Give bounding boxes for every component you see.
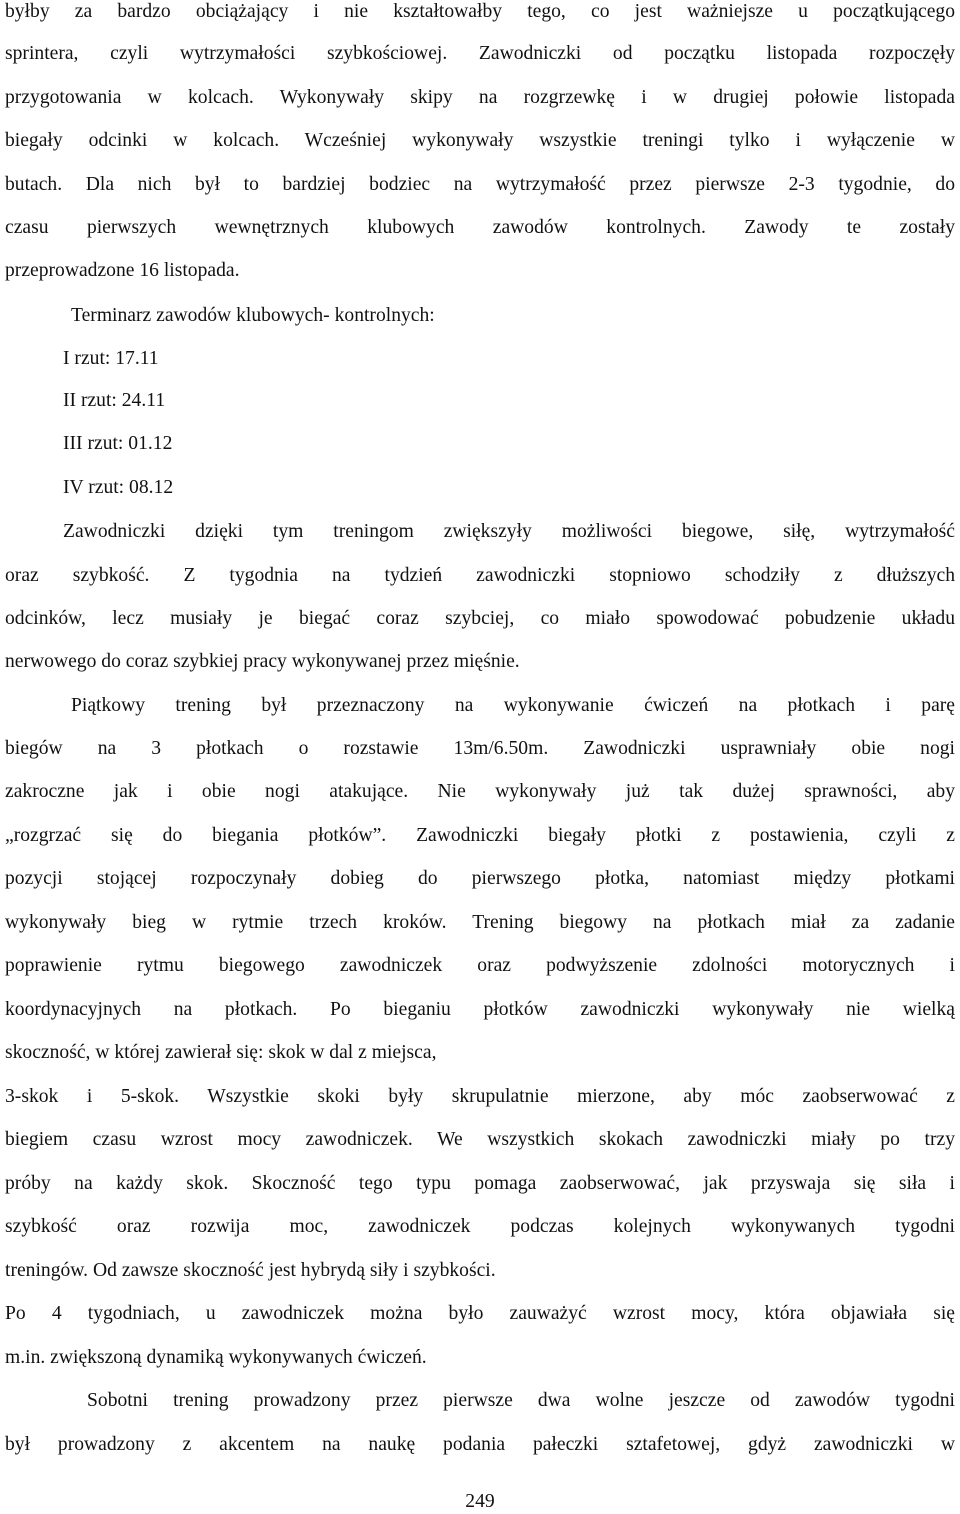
text-line: próby na każdy skok. Skoczność tego typu pomaga zaobserwować, jak przyswaja się siła i — [5, 1173, 955, 1194]
text-line: „rozgrzać się do biegania płotków”. Zawodniczki biegały płotki z postawienia, czyli z — [5, 825, 955, 846]
schedule-item: IV rzut: 08.12 — [63, 477, 174, 498]
text-line: poprawienie rytmu biegowego zawodniczek oraz podwyższenie zdolności motorycznych i — [5, 955, 955, 976]
schedule-item: III rzut: 01.12 — [63, 433, 173, 454]
text-line: pozycji stojącej rozpoczynały dobieg do pierwszego płotka, natomiast między płotkami — [5, 868, 955, 889]
text-line: Zawodniczki dzięki tym treningom zwiększyły możliwości biegowe, siłę, wytrzymałość — [63, 521, 955, 542]
text-line: m.in. zwiększoną dynamiką wykonywanych ćwiczeń. — [5, 1347, 427, 1368]
text-line: koordynacyjnych na płotkach. Po bieganiu płotków zawodniczki wykonywały nie wielką — [5, 999, 955, 1020]
text-line: zakroczne jak i obie nogi atakujące. Nie wykonywały już tak dużej sprawności, aby — [5, 781, 955, 802]
text-line: oraz szybkość. Z tygodnia na tydzień zawodniczki stopniowo schodziły z dłuższych — [5, 565, 955, 586]
schedule-item: II rzut: 24.11 — [63, 390, 166, 411]
text-line: byłby za bardzo obciążający i nie kształtowałby tego, co jest ważniejsze u początkującego — [5, 1, 955, 22]
text-line: biegiem czasu wzrost mocy zawodniczek. We wszystkich skokach zawodniczki miały po trzy — [5, 1129, 955, 1150]
text-line: treningów. Od zawsze skoczność jest hybrydą siły i szybkości. — [5, 1260, 496, 1281]
text-line: Piątkowy trening był przeznaczony na wykonywanie ćwiczeń na płotkach i parę — [71, 695, 955, 716]
text-line: sprintera, czyli wytrzymałości szybkościowej. Zawodniczki od początku listopada rozpoczęły — [5, 43, 955, 64]
text-line: przygotowania w kolcach. Wykonywały skipy na rozgrzewkę i w drugiej połowie listopada — [5, 87, 955, 108]
text-line: butach. Dla nich był to bardziej bodziec na wytrzymałość przez pierwsze 2-3 tygodnie, do — [5, 174, 955, 195]
text-line: skoczność, w której zawierał się: skok w dal z miejsca, — [5, 1042, 437, 1063]
text-line: 3-skok i 5-skok. Wszystkie skoki były skrupulatnie mierzone, aby móc zaobserwować z — [5, 1086, 955, 1107]
text-line: przeprowadzone 16 listopada. — [5, 260, 240, 281]
text-line: nerwowego do coraz szybkiej pracy wykonywanej przez mięśnie. — [5, 651, 520, 672]
schedule-item: I rzut: 17.11 — [63, 348, 159, 369]
schedule-heading: Terminarz zawodów klubowych- kontrolnych: — [71, 305, 435, 326]
page-number: 249 — [465, 1491, 495, 1512]
text-line: odcinków, lecz musiały je biegać coraz szybciej, co miało spowodować pobudzenie układu — [5, 608, 955, 629]
text-line: biegów na 3 płotkach o rozstawie 13m/6.50m. Zawodniczki usprawniały obie nogi — [5, 738, 955, 759]
text-line: wykonywały bieg w rytmie trzech kroków. Trening biegowy na płotkach miał za zadanie — [5, 912, 955, 933]
text-line: Sobotni trening prowadzony przez pierwsze dwa wolne jeszcze od zawodów tygodni — [87, 1390, 955, 1411]
text-line: Po 4 tygodniach, u zawodniczek można było zauważyć wzrost mocy, która objawiała się — [5, 1303, 955, 1324]
text-line: szybkość oraz rozwija moc, zawodniczek podczas kolejnych wykonywanych tygodni — [5, 1216, 955, 1237]
text-line: czasu pierwszych wewnętrznych klubowych zawodów kontrolnych. Zawody te zostały — [5, 217, 955, 238]
text-line: biegały odcinki w kolcach. Wcześniej wykonywały wszystkie treningi tylko i wyłączenie w — [5, 130, 955, 151]
text-line: był prowadzony z akcentem na naukę podania pałeczki sztafetowej, gdyż zawodniczki w — [5, 1434, 955, 1455]
